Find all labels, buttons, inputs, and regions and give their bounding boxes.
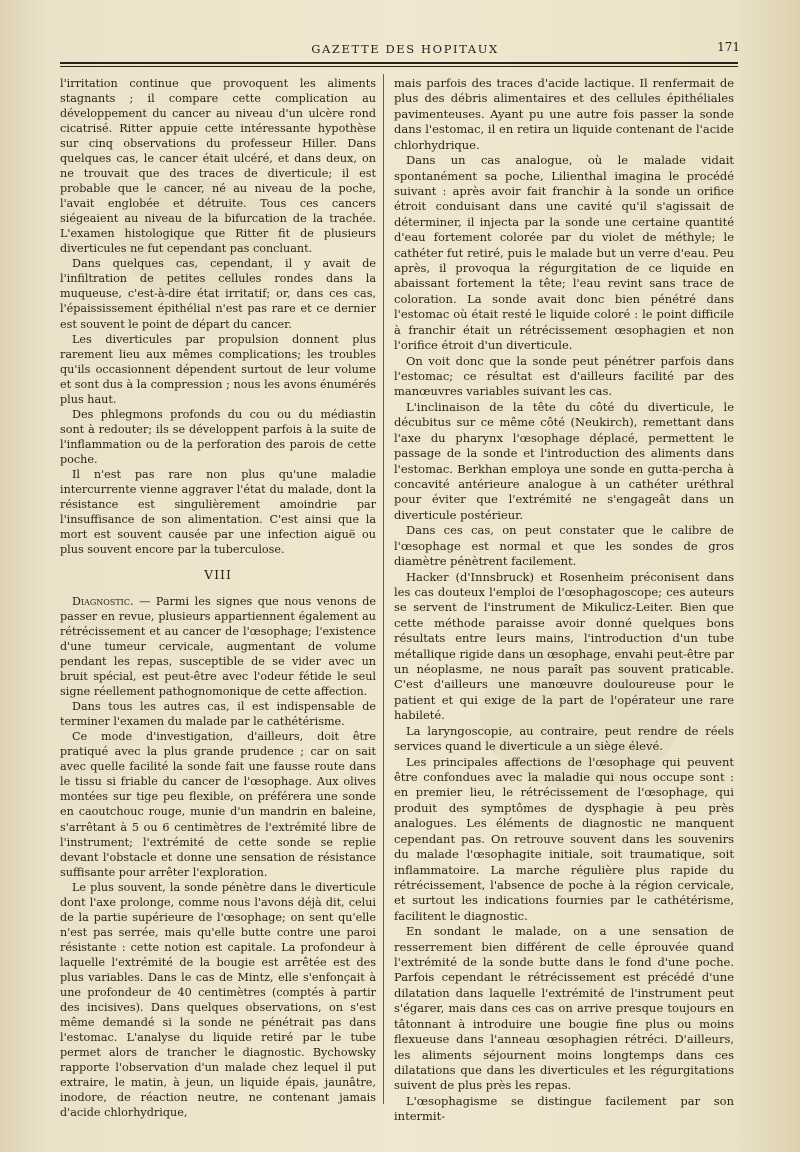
paragraph: Les principales affections de l'œsophage qui peuvent être confondues avec la maladie qui nous occupe sont : en premier lieu, le rétrécissement de l'œsophage, qui produit des symptômes de dysphagie à peu près analogues. Les éléments de diagnostic ne manquent cependant pas. On retrouve souvent dans les souvenirs du malade l'œsophagite initiale, soit traumatique, soit inflammatoire. La marche régulière plus rapide du rétrécissement, l'absence de poche à la région cervicale, et surtout les indications fournies par le cathétérisme, facilitent le diagnostic. (394, 754, 734, 923)
paragraph: Des phlegmons profonds du cou ou du médiastin sont à redouter; ils se développent parfois à la suite de l'inflammation ou de la perforation des parois de cette poche. (60, 407, 376, 466)
paragraph: Dans tous les autres cas, il est indispensable de terminer l'examen du malade par le cathétérisme. (60, 700, 376, 729)
column-divider (383, 74, 384, 1104)
paragraph: l'irritation continue que provoquent les aliments stagnants ; il compare cette complication au développement du cancer au niveau d'un ulcère rond cicatrisé. Ritter appuie cette intéressante hypothèse sur cinq observations du professeur Hiller. Dans quelques cas, le cancer était ulcéré, et dans deux, on ne trouvait que des traces de diverticule; il est probable que le cancer, né au niveau de la poche, l'avait englobée et détruite. Tous ces cancers siégeaient au niveau de la bifurcation de la trachée. L'examen histologique que Ritter fit de plusieurs diverticules ne fut cependant pas concluant. (60, 77, 376, 256)
paragraph: L'œsophagisme se distingue facilement par son intermit- (394, 1093, 734, 1124)
paragraph: mais parfois des traces d'acide lactique. Il renfermait de plus des débris alimentaires et des cellules épithéliales pavimenteuses. Ayant pu une autre fois passer la sonde dans l'estomac, il en retira un liquide contenant de l'acide chlorhydrique. (394, 76, 734, 152)
paragraph: Dans un cas analogue, où le malade vidait spontanément sa poche, Lilienthal imagina le procédé suivant : après avoir fait franchir à la sonde un orifice étroit conduisant dans une cavité qu'il s'agissait de déterminer, il injecta par la sonde une certaine quantité d'eau fortement colorée par du violet de méthyle; le cathéter fut retiré, puis le malade but un verre d'eau. Peu après, il provoqua la régurgitation de ce liquide en abaissant fortement la tête; l'eau revint sans trace de coloration. La sonde avait donc bien pénétré dans l'estomac où était resté le liquide coloré : le point difficile à franchir était un rétrécissement œsophagien et non l'orifice étroit d'un diverticule. (394, 153, 734, 353)
paragraph: Il n'est pas rare non plus qu'une maladie intercurrente vienne aggraver l'état du malade, dont la résistance est singulièrement amoindrie par l'insuffisance de son alimentation. C'est ainsi que la mort est souvent causée par une infection aiguë ou plus souvent encore par la tuberculose. (60, 467, 376, 556)
paragraph-diagnostic (60, 594, 376, 699)
left-column (60, 76, 376, 1120)
page-header (60, 40, 750, 60)
paragraph: L'inclinaison de la tête du côté du diverticule, le décubitus sur ce même côté (Neukirch), remettant dans l'axe du pharynx l'œsophage déplacé, permettent le passage de la sonde et l'introduction des aliments dans l'estomac. Berkhan employa une sonde en gutta-percha à concavité antérieure analogue à un cathéter uréthral pour éviter que l'extrémité ne s'engageât dans un diverticule postérieur. (394, 399, 734, 522)
paragraph: La laryngoscopie, au contraire, peut rendre de réels services quand le diverticule a un siège élevé. (394, 723, 734, 754)
header-rule-thin (60, 66, 738, 67)
section-heading: VIII (204, 567, 232, 582)
right-column (394, 76, 734, 1125)
paragraph: Dans quelques cas, cependant, il y avait de l'infiltration de petites cellules rondes dans la muqueuse, c'est-à-dire état irritatif; or, dans ces cas, l'épaississement épithélial n'est pas rare et ce dernier est souvent le point de départ du cancer. (60, 257, 376, 331)
paragraph: En sondant le malade, on a une sensation de resserrement bien différent de celle éprouvée quand l'extrémité de la sonde butte dans le fond d'une poche. Parfois cependant le rétrécissement est précédé d'une dilatation dans laquelle l'extrémité de l'instrument peut s'égarer, mais dans ces cas on arrive presque toujours en tâtonnant à introduire une bougie fine plus ou moins flexueuse dans l'anneau œsophagien rétréci. D'ailleurs, les aliments séjournent moins longtemps dans ces dilatations que dans les diverticules et les régurgitations suivent de plus près les repas. (394, 924, 734, 1093)
journal-title: GAZETTE DES HOPITAUX (311, 42, 499, 56)
diagnostic-lead: Diagnostic. (72, 595, 134, 609)
paragraph: Les diverticules par propulsion donnent plus rarement lieu aux mêmes complications; les troubles qu'ils occasionnent dépendent surtout de leur volume et sont dus à la compression ; nous les avons énumérés plus haut. (60, 332, 376, 406)
paragraph: Le plus souvent, la sonde pénètre dans le diverticule dont l'axe prolonge, comme nous l'avons déjà dit, celui de la partie supérieure de l'œsophage; on sent qu'elle n'est pas serrée, mais qu'elle butte contre une paroi résistante : cette notion est capitale. La profondeur à laquelle l'extrémité de la bougie est arrêtée est des plus variables. Dans le cas de Mintz, elle s'enfonçait à une profondeur de 40 centimètres (comptés à partir des incisives). Dans quelques observations, on s'est même demandé si la sonde ne pénétrait pas dans l'estomac. L'analyse du liquide retiré par le tube permet alors de trancher le diagnostic. Bychowsky rapporte l'observation d'un malade chez lequel il put extraire, le matin, à jeun, un liquide épais, jaunâtre, inodore, de réaction neutre, ne contenant jamais d'acide chlorhydrique, (60, 880, 376, 1120)
diagnostic-text: — Parmi les signes que nous venons de passer en revue, plusieurs appartiennent également au rétrécissement et au cancer de l'œsophage; l'existence d'une tumeur cervicale, augmentant de volume pendant les repas, susceptible de se vider avec un bruit spécial, est peut-être avec l'odeur fétide le seul signe réellement pathognomonique de cette affection. (60, 595, 376, 699)
page-number: 171 (717, 40, 740, 54)
paragraph: Dans ces cas, on peut constater que le calibre de l'œsophage est normal et que les sondes de gros diamètre pénètrent facilement. (394, 523, 734, 569)
paragraph: Ce mode d'investigation, d'ailleurs, doit être pratiqué avec la plus grande prudence ; car on sait avec quelle facilité la sonde fait une fausse route dans le tissu si friable du cancer de l'œsophage. Aux olives montées sur tige peu flexible, on préférera une sonde en caoutchouc rouge, munie d'un mandrin en baleine, s'arrêtant à 5 ou 6 centimètres de l'extrémité libre de l'instrument; l'extrémité de cette sonde se replie devant l'obstacle et donne une sensation de résistance suffisante pour arrêter l'exploration. (60, 730, 376, 879)
paragraph: On voit donc que la sonde peut pénétrer parfois dans l'estomac; ce résultat est d'ailleurs facilité par des manœuvres variables suivant les cas. (394, 353, 734, 399)
header-rule-thick (60, 62, 738, 64)
paragraph: Hacker (d'Innsbruck) et Rosenheim préconisent dans les cas douteux l'emploi de l'œsophagoscope; ces auteurs se servent de l'instrument de Mikulicz-Leiter. Bien que cette méthode paraisse avoir donné quelques bons résultats entre leurs mains, l'introduction d'un tube métallique rigide dans un œsophage, envahi peut-être par un néoplasme, ne nous paraît pas souvent praticable. C'est d'ailleurs une manœuvre douloureuse pour le patient et qui exige de la part de l'opérateur une rare habileté. (394, 569, 734, 723)
